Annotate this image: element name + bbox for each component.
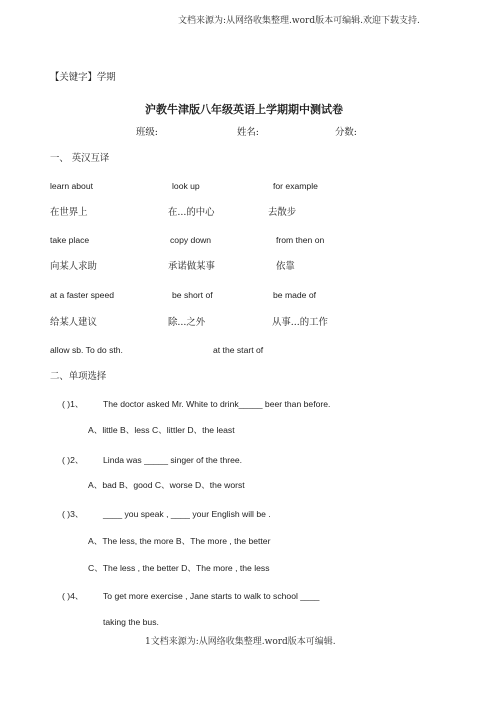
vocab-cell: 在世界上: [50, 207, 88, 218]
question-options: A、little B、less C、littler D、the least: [88, 425, 235, 435]
question-options: taking the bus.: [103, 617, 159, 627]
vocab-cell: 去散步: [268, 207, 297, 218]
vocab-cell: learn about: [50, 181, 94, 191]
question-number: ( )4、: [62, 591, 84, 601]
page-footer: 1文档来源为:从网络收集整理.word版本可编辑.: [145, 637, 336, 647]
page-header: 文档来源为:从网络收集整理.word版本可编辑.欢迎下载支持.: [178, 16, 420, 26]
question-number: ( )1、: [62, 399, 84, 409]
question-text: To get more exercise , Jane starts to walk to school ____: [103, 591, 320, 601]
vocab-cell: at the start of: [213, 345, 264, 355]
question-text: ____ you speak , ____ your English will be .: [103, 509, 271, 519]
name-field-label: 姓名:: [237, 127, 259, 138]
question-text: The doctor asked Mr. White to drink_____ beer than before.: [103, 399, 331, 409]
class-field-label: 班级:: [136, 127, 158, 138]
vocab-cell: 承诺做某事: [168, 261, 215, 272]
vocab-cell: allow sb. To do sth.: [50, 345, 123, 355]
vocab-cell: take place: [50, 235, 90, 245]
question-text: Linda was _____ singer of the three.: [103, 455, 243, 465]
vocab-cell: 除...之外: [168, 317, 206, 328]
question-number: ( )3、: [62, 509, 84, 519]
vocab-cell: be made of: [273, 290, 316, 300]
section1-heading: 一、 英汉互译: [50, 153, 110, 164]
vocab-cell: look up: [172, 181, 200, 191]
question-options: C、The less , the better D、The more , the less: [88, 563, 270, 573]
vocab-cell: at a faster speed: [50, 290, 115, 300]
exam-title: 沪教牛津版八年级英语上学期期中测试卷: [145, 103, 343, 116]
vocab-cell: from then on: [276, 235, 325, 245]
vocab-cell: 依靠: [276, 261, 295, 272]
vocab-cell: copy down: [170, 235, 212, 245]
vocab-cell: be short of: [172, 290, 213, 300]
question-options: A、The less, the more B、The more , the better: [88, 536, 271, 546]
vocab-cell: 给某人建议: [50, 317, 97, 328]
vocab-cell: 从事...的工作: [272, 317, 328, 328]
keyword-line: 【关键字】学期: [50, 72, 116, 83]
vocab-cell: 在...的中心: [168, 207, 215, 218]
score-field-label: 分数:: [335, 127, 357, 138]
question-number: ( )2、: [62, 455, 84, 465]
section2-heading: 二、单项选择: [50, 371, 107, 382]
question-options: A、bad B、good C、worse D、the worst: [88, 480, 245, 490]
vocab-cell: for example: [273, 181, 318, 191]
vocab-cell: 向某人求助: [50, 261, 97, 272]
